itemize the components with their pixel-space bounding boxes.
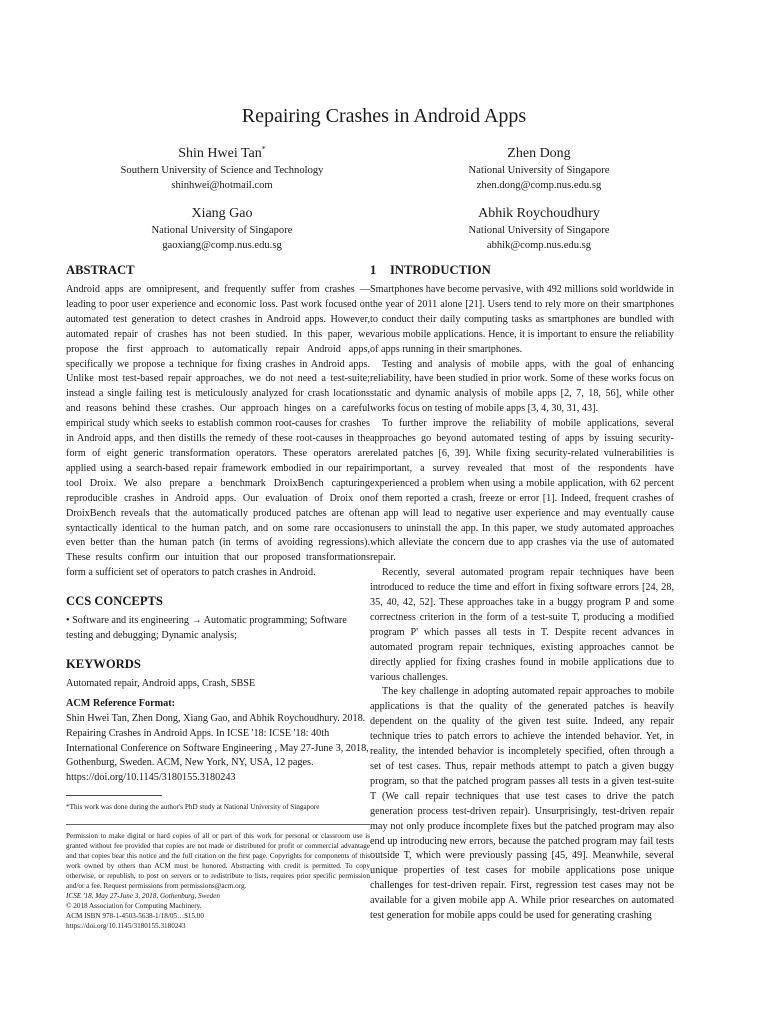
keywords-heading: KEYWORDS [66,656,141,671]
section-number: 1 [370,263,377,277]
isbn-line: ACM ISBN 978-1-4503-5638-1/18/05…$15.00 [66,912,204,921]
author-email: gaoxiang@comp.nus.edu.sg [162,240,282,251]
author-affiliation: National University of Singapore [468,225,610,236]
author-email: abhik@comp.nus.edu.sg [486,240,592,251]
keywords-text: Automated repair, Android apps, Crash, SBSE [66,677,256,689]
ccs-text: • Software and its engineering → Automatic programming; Software testing and debugging; Dynamic analysis; [66,615,347,642]
author-block [57,145,387,193]
reference-format-text: Shin Hwei Tan, Zhen Dong, Xiang Gao, and Abhik Roychoudhury. 2018. Repairing Crashes in Android Apps. In ICSE '18: ICSE '18: 40th International Conference on Software Engineering , May 27-June 3, 2018, Gothenburg, Sweden. ACM, New York, NY, USA, 12 pages. https://doi.org/10.1145/3180155.3180243 [66,712,369,784]
right-column [370,262,674,924]
author-name: Zhen Dong [507,146,571,161]
paper-title: Repairing Crashes in Android Apps [241,105,527,127]
section-title: INTRODUCTION [390,263,491,277]
author-email: shinhwei@hotmail.com [171,180,273,191]
footnote-mark: * [261,144,266,154]
author-name: Xiang Gao [191,206,253,221]
copyright-line: © 2018 Association for Computing Machinery. [66,902,202,911]
permission-notice: Permission to make digital or hard copies of all or part of this work for personal or classroom use is granted without fee provided that copies are not made or distributed for profit or commercial advantage and that copies bear this notice and the full citation on the first page. Copyrights for components of this work owned by others than ACM must be honored. Abstracting with credit is permitted. To copy otherwise, or republish, to post on servers or to redistribute to lists, requires prior specific permission and/or a fee. Request permissions from permissions@acm.org. [66,832,370,891]
reference-format-heading: ACM Reference Format: [66,697,175,709]
left-column [66,262,370,931]
author-affiliation: National University of Singapore [151,225,293,236]
author-block [374,145,704,193]
abstract-text: Android apps are omnipresent, and frequently suffer from crashes — leading to poor user experience and economic loss. Past work focused on automated test generation to detect crashes in Android apps. However, automated repair of crashes has not been studied. In this paper, we propose the first approach to automatically repair Android apps, specifically we propose a technique for fixing crashes in Android apps. Unlike most test-based repair approaches, we do not need a test-suite; instead a single failing test is meticulously analyzed for crash locations and reasons behind these crashes. Our approach hinges on a careful empirical study which seeks to establish common root-causes for crashes in Android apps, and then distills the remedy of these root-causes in the form of eight generic transformation operators. These operators are applied using a search-based repair framework embodied in our repair tool Droix. We also prepare a benchmark DroixBench capturing reproducible crashes in Android apps. Our evaluation of Droix on DroixBench reveals that the automatically produced patches are often syntactically identical to the human patch, and on some rare occasion even better than the human patch (in terms of avoiding regressions). These results confirm our intuition that our proposed transformations form a sufficient set of operators to patch crashes in Android. [66,284,370,579]
introduction-heading [370,262,674,279]
intro-paragraph: The key challenge in adopting automated repair approaches to mobile applications is that the quality of the generated patches is heavily dependent on the quality of the given test suite. Indeed, any repair technique tries to patch errors to achieve the intended behavior. Yet, in reality, the intended behavior is incompletely specified, often through a set of test cases. Thus, repair methods attempt to patch a given buggy program, so that the patched program passes all tests in a given test-suite T (We call repair techniques that use test cases to drive the patch generation process test-driven repair). Unsurprisingly, test-driven repair may not only produce incomplete fixes but the patched program may also end up introducing new errors, because the patched program may fail tests outside T, which were previously passing [45, 49]. Meanwhile, several unique properties of test cases for mobile applications pose unique challenges for test-driven repair. First, regression test cases may not be available for a given mobile app A. While prior researches on automated test generation for mobile apps could be used for generating crashing [370,686,674,922]
ccs-heading: CCS CONCEPTS [66,594,163,609]
author-name-text: Shin Hwei Tan [178,146,262,161]
author-affiliation: National University of Singapore [468,165,610,176]
intro-paragraph: To further improve the reliability of mobile applications, several approaches go beyond automated testing of apps by issuing security-related patches [6, 39]. While fixing security-related vulnerabilities is important, a survey revealed that most of the respondents have experienced a problem when using a mobile application, with 62 percent of them reported a crash, freeze or error [1]. Indeed, frequent crashes of an app will lead to negative user experience and may eventually cause users to uninstall the app. In this paper, we study automated approaches which alleviate the concern due to app crashes via the use of automated repair. [370,418,674,564]
conference-line: ICSE '18, May 27-June 3, 2018, Gothenburg, Sweden [66,892,220,901]
intro-paragraph: Smartphones have become pervasive, with 492 millions sold worldwide in the year of 2011 alone [21]. Users tend to rely more on their smartphones to conduct their daily computing tasks as smartphones are bundled with various mobile applications. Hence, it is important to ensure the reliability of apps running in their smartphones. [370,284,674,355]
author-affiliation: Southern University of Science and Technology [120,165,324,176]
intro-paragraph: Testing and analysis of mobile apps, with the goal of enhancing reliability, have been studied in prior work. Some of these works focus on static and dynamic analysis of mobile apps [2, 7, 18, 56], while other works focus on testing of mobile apps [3, 4, 30, 31, 43]. [370,358,674,415]
footnote-rule [66,795,162,796]
permission-rule [66,824,370,825]
author-block [57,205,387,253]
abstract-heading: ABSTRACT [66,263,135,277]
author-name: Abhik Roychoudhury [478,206,600,221]
author-block [374,205,704,253]
doi-line: https://doi.org/10.1145/3180155.3180243 [66,922,186,931]
footnote-text: *This work was done during the author's PhD study at National University of Singapore [66,803,320,812]
author-email: zhen.dong@comp.nus.edu.sg [476,180,602,191]
author-name [57,145,387,163]
intro-paragraph: Recently, several automated program repair techniques have been introduced to reduce the time and effort in fixing software errors [24, 28, 35, 40, 42, 52]. These approaches take in a buggy program P and some correctness criterion in the form of a test-suite T, producing a modified program P' which passes all tests in T. Despite recent advances in automated program repair techniques, existing approaches cannot be directly applied for fixing crashes found in mobile applications due to various challenges. [370,567,674,683]
